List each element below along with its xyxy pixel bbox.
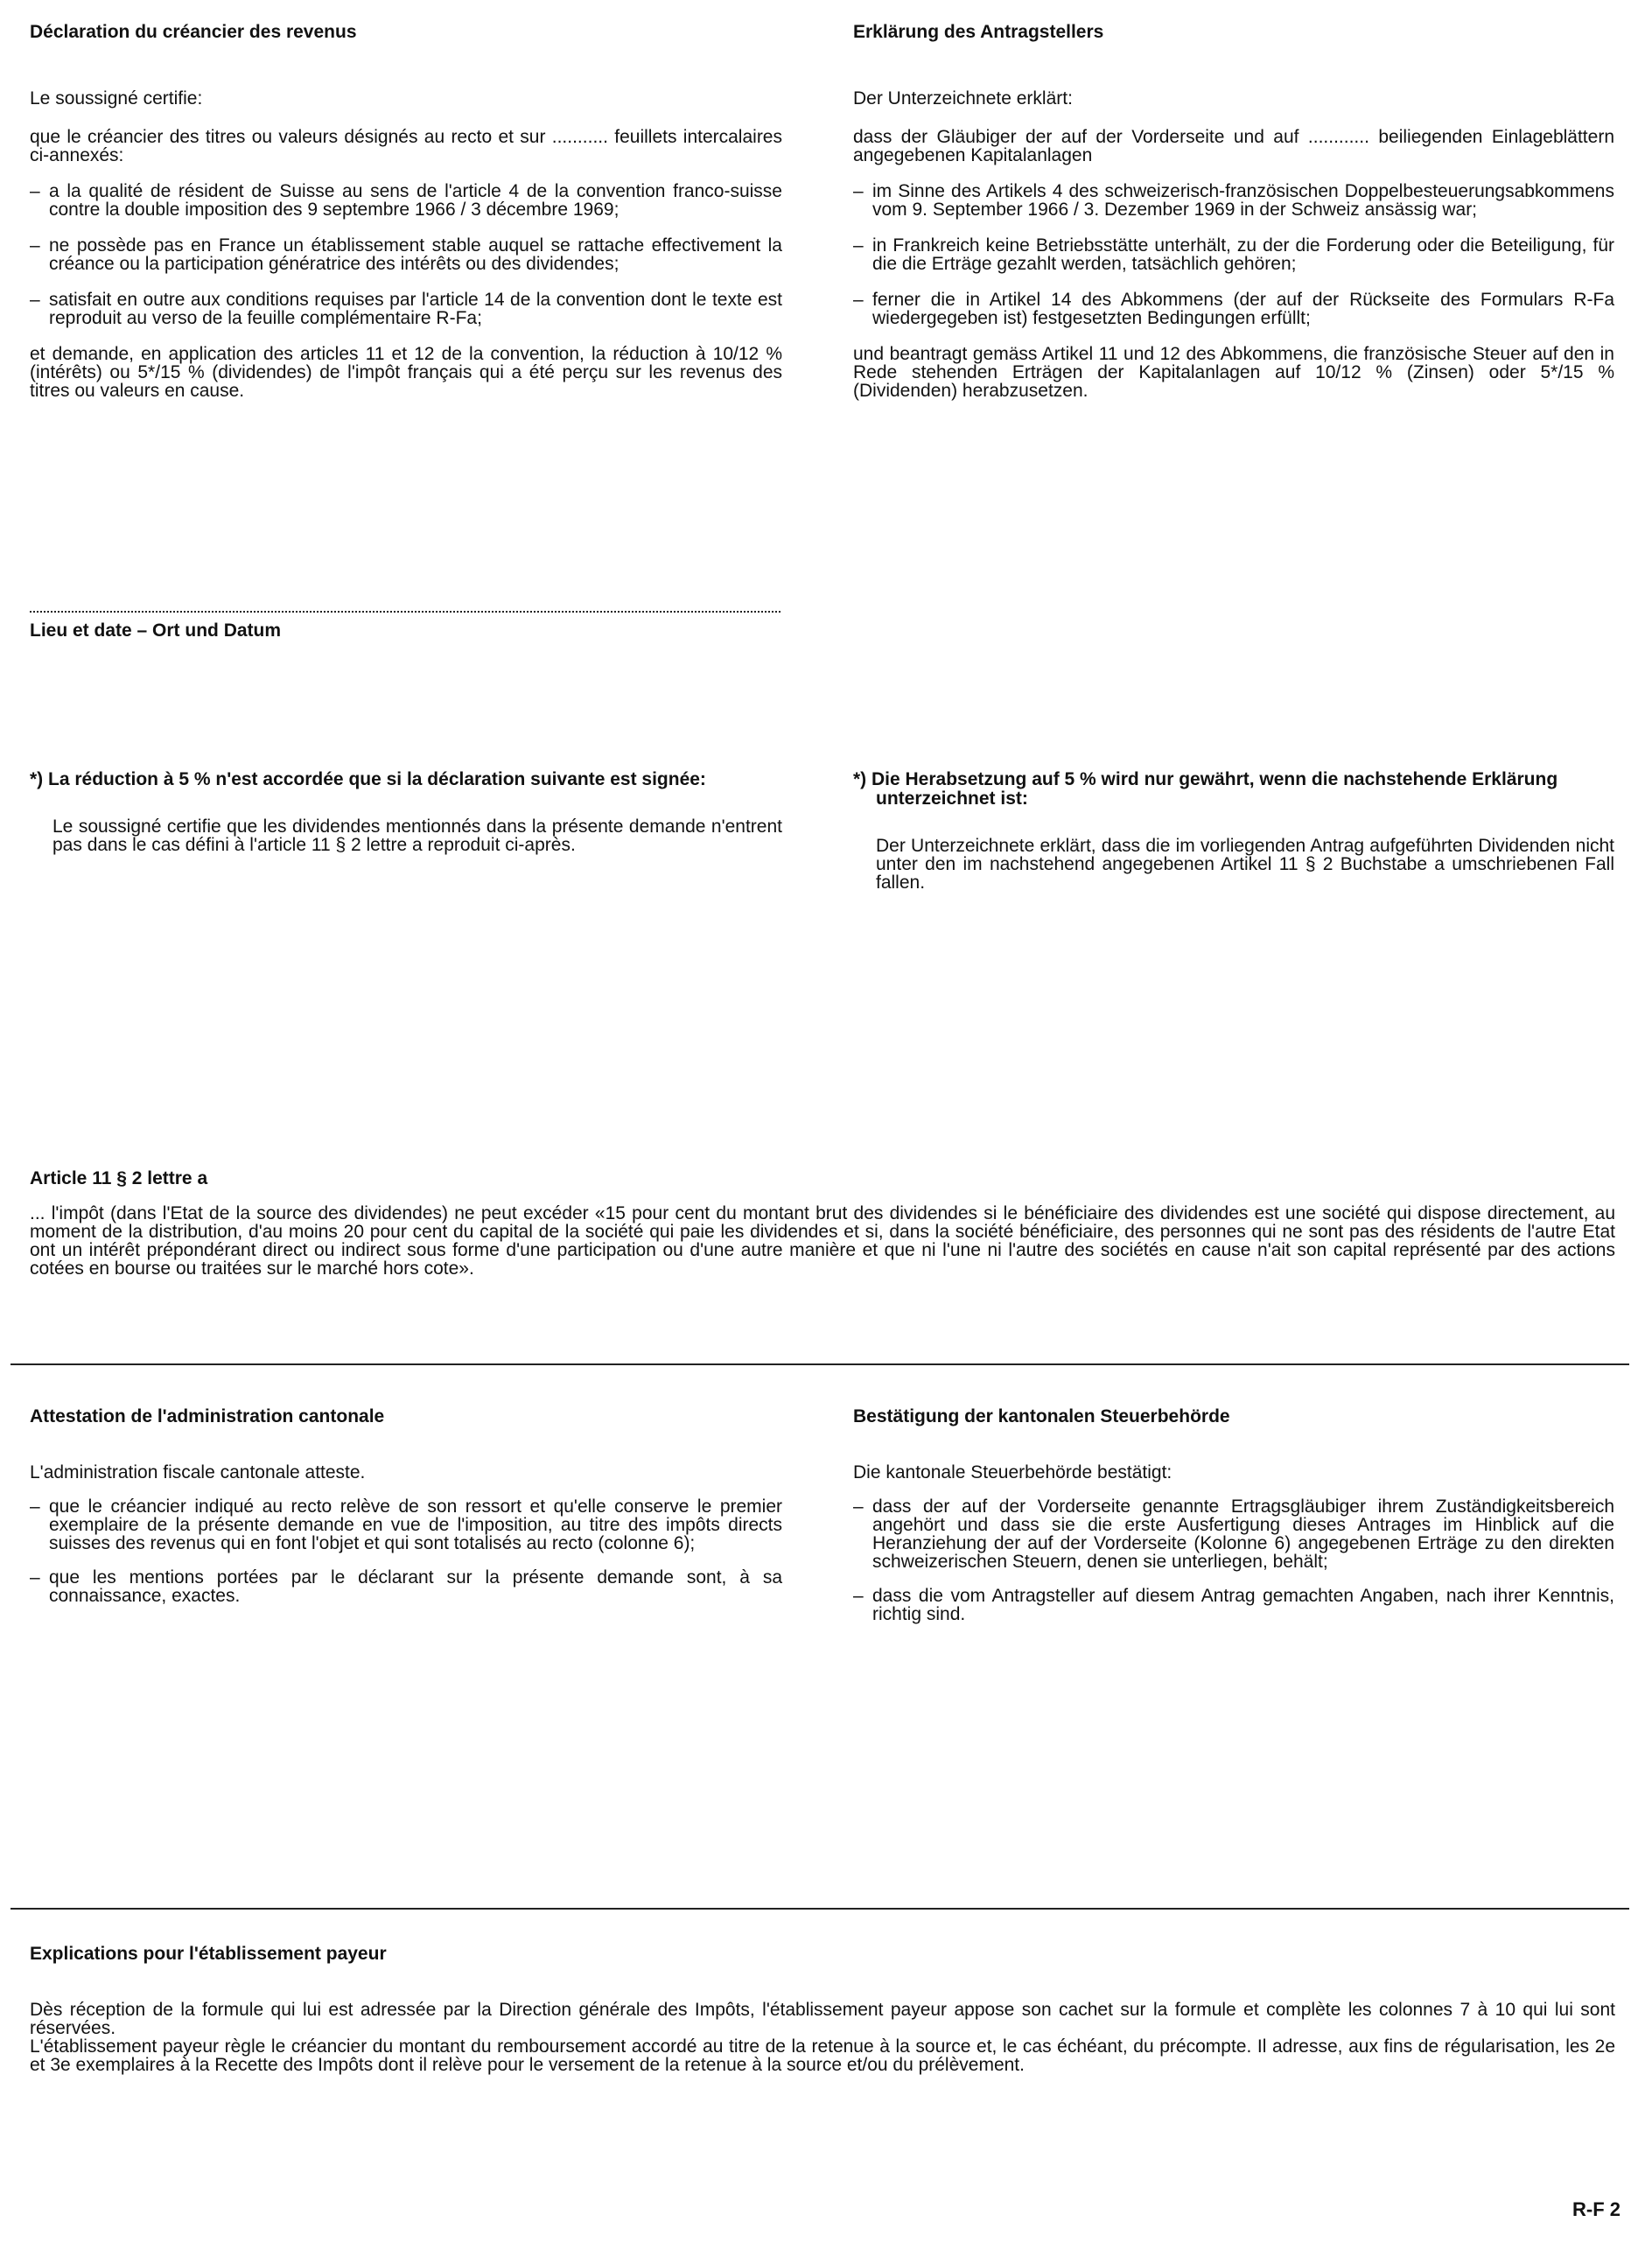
cantonal-de-heading: Bestätigung der kantonalen Steuerbehörde xyxy=(853,1406,1230,1426)
explanations-text: Dès réception de la formule qui lui est adressée par la Direction générale des Impôts, l'établissement payeur appose son cachet sur la formule et complète les colonnes 7 à 10 qui lui sont réservées. L'établissement payeur règle le créancier du montant du remboursement accordé au titre de la retenue à la source et, le cas échéant, du précompte. Il adresse, aux fins de régularisation, les 2e et 3e exemplaires à la Recette des Impôts dont il relève pour le versement de la retenue à la source et/ou du prélèvement. xyxy=(30,2000,1615,2075)
reduction-de-text: Der Unterzeichnete erklärt, dass die im vorliegenden Antrag aufgeführten Dividenden nicht unter den im nachstehend angegebenen Artikel 11 § 2 Buchstabe a umschriebenen Fall fallen. xyxy=(876,836,1614,893)
declaration-de-item-1: – im Sinne des Artikels 4 des schweizerisch-französischen Doppelbesteuerungsabkommens vom 9. September 1966 / 3. Dezember 1969 in der Schweiz ansässig war; xyxy=(853,181,1614,220)
declaration-de-para2: und beantragt gemäss Artikel 11 und 12 des Abkommens, die französische Steuer auf den in Rede stehenden Erträgen der Kapitalanlagen auf 10/12 % (Zinsen) oder 5*/15 % (Dividenden) herabzusetzen. xyxy=(853,344,1614,401)
declaration-de-item-2: – in Frankreich keine Betriebsstätte unterhält, zu der die Forderung oder die Beteiligung, für die die Erträge gezahlt werden, tatsächlich gehören; xyxy=(853,235,1614,274)
declaration-fr-heading: Déclaration du créancier des revenus xyxy=(30,22,357,42)
cantonal-fr-heading: Attestation de l'administration cantonale xyxy=(30,1406,385,1426)
declaration-de-para1: dass der Gläubiger der auf der Vorderseite und auf ............ beiliegenden Einlageblättern angegebenen Kapitalanlagen xyxy=(853,127,1614,165)
section-divider-2 xyxy=(10,1908,1629,1910)
cantonal-de-item-1: – dass der auf der Vorderseite genannte Ertragsgläubiger ihrem Zuständigkeitsbereich angehört und dass sie die erste Ausfertigung dieses Antrages im Hinblick auf die Heranziehung der auf der Vorderseite (Kolonne 6) angegebenen Erträge zu den direkten schweizerischen Steuern, denen sie unterliegen, behält; xyxy=(853,1496,1614,1572)
reduction-fr-text: Le soussigné certifie que les dividendes mentionnés dans la présente demande n'entrent pas dans le cas défini à l'article 11 § 2 lettre a reproduit ci-après. xyxy=(52,817,782,855)
article-11-heading: Article 11 § 2 lettre a xyxy=(30,1168,208,1188)
declaration-de-section xyxy=(853,21,1614,400)
declaration-fr-item-3: – satisfait en outre aux conditions requises par l'article 14 de la convention dont le texte est reproduit au verso de la feuille complémentaire R-Fa; xyxy=(30,290,782,328)
declaration-fr-para2: et demande, en application des articles 11 et 12 de la convention, la réduction à 10/12 % (intérêts) ou 5*/15 % (dividendes) de l'impôt français qui a été perçu sur les revenus des titres ou valeurs en cause. xyxy=(30,344,782,401)
cantonal-de-section xyxy=(853,1405,1614,1623)
explanations-section xyxy=(30,1943,1615,2074)
cantonal-fr-item-2: – que les mentions portées par le déclarant sur la présente demande sont, à sa connaissance, exactes. xyxy=(30,1567,782,1606)
cantonal-fr-section xyxy=(30,1405,782,1605)
cantonal-de-item-2: – dass die vom Antragsteller auf diesem Antrag gemachten Angaben, nach ihrer Kenntnis, richtig sind. xyxy=(853,1586,1614,1624)
declaration-fr-para1: que le créancier des titres ou valeurs désignés au recto et sur ........... feuillets intercalaires ci-annexés: xyxy=(30,127,782,165)
declaration-fr-section xyxy=(30,21,782,400)
explanations-heading: Explications pour l'établissement payeur xyxy=(30,1944,387,1964)
reduction-de-section xyxy=(853,770,1614,892)
place-date-label: Lieu et date – Ort und Datum xyxy=(30,620,282,641)
form-code: R-F 2 xyxy=(1572,2198,1620,2220)
cantonal-fr-item-1: – que le créancier indiqué au recto relève de son ressort et qu'elle conserve le premier exemplaire de la présente demande en vue de l'imposition, au titre des impôts directs suisses des revenus qui en font l'objet et qui sont totalisés au recto (colonne 6); xyxy=(30,1496,782,1553)
article-11-section xyxy=(30,1167,1615,1278)
reduction-fr-section xyxy=(30,770,782,854)
signature-dotted-line[interactable] xyxy=(30,611,780,613)
reduction-fr-heading: *) La réduction à 5 % n'est accordée que si la déclaration suivante est signée: xyxy=(30,769,706,789)
declaration-de-item-3: – ferner die in Artikel 14 des Abkommens (der auf der Rückseite des Formulars R-Fa wiedergegeben ist) festgesetzten Bedingungen erfüllt; xyxy=(853,290,1614,328)
cantonal-fr-intro: L'administration fiscale cantonale atteste. xyxy=(30,1462,366,1482)
declaration-de-heading: Erklärung des Antragstellers xyxy=(853,22,1104,42)
declaration-de-intro: Der Unterzeichnete erklärt: xyxy=(853,88,1073,109)
cantonal-de-intro: Die kantonale Steuerbehörde bestätigt: xyxy=(853,1462,1172,1482)
section-divider xyxy=(10,1363,1629,1365)
declaration-fr-intro: Le soussigné certifie: xyxy=(30,88,203,109)
reduction-de-heading: *) Die Herabsetzung auf 5 % wird nur gewährt, wenn die nachstehende Erklärung unterzeichnet ist: xyxy=(853,769,1558,809)
declaration-fr-item-2: – ne possède pas en France un établissement stable auquel se rattache effectivement la créance ou la participation génératrice des intérêts ou des dividendes; xyxy=(30,235,782,274)
article-11-text: ... l'impôt (dans l'Etat de la source des dividendes) ne peut excéder «15 pour cent du montant brut des dividendes si le bénéficiaire des dividendes est une société qui dispose directement, au moment de la distribution, d'au moins 20 pour cent du capital de la société qui paie les dividendes et si, dans la société bénéficiaire, des personnes qui ne sont pas des résidents de l'autre Etat ont un intérêt prépondérant direct ou indirect sous forme d'une participation ou d'une autre manière et que ni l'une ni l'autre des sociétés en cause n'ait son capital représenté par des actions cotées en bourse ou traitées sur le marché hors cote». xyxy=(30,1203,1615,1279)
declaration-fr-item-1: – a la qualité de résident de Suisse au sens de l'article 4 de la convention franco-suisse contre la double imposition des 9 septembre 1966 / 3 décembre 1969; xyxy=(30,181,782,220)
